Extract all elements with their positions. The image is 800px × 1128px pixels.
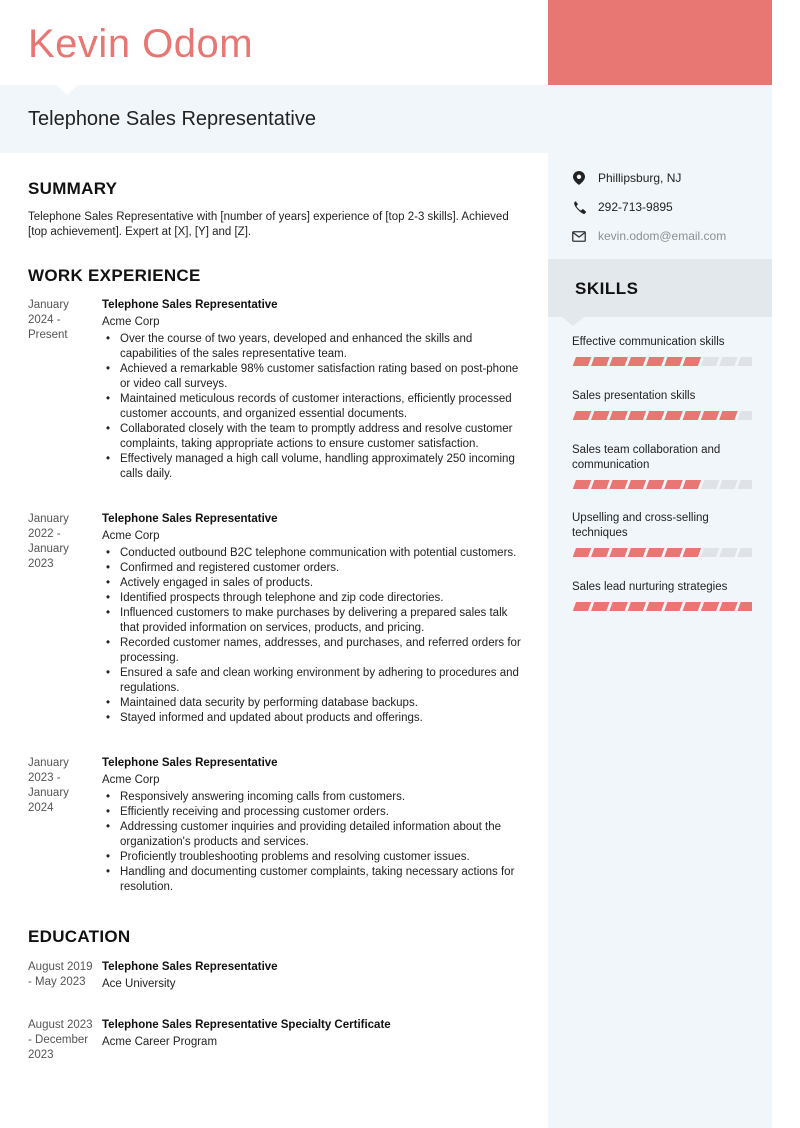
skill-bar-graphic — [572, 357, 752, 366]
bullet-item: • Proficiently troubleshooting problems and resolving customer issues. — [102, 850, 522, 865]
bullet-item: • Recorded customer names, addresses, and purchases, and referred orders for processing. — [102, 636, 522, 666]
skill-segment-filled — [627, 548, 646, 557]
skill-segment-filled — [627, 602, 646, 611]
skill-segment-empty — [700, 548, 719, 557]
skill-level-bar — [572, 546, 752, 557]
skill-segment-filled — [609, 357, 628, 366]
entry-dates: August 2023 - December 2023 — [28, 1019, 93, 1061]
summary-heading: SUMMARY — [28, 179, 118, 198]
bullet-item: • Addressing customer inquiries and providing detailed information about the organization's products and services. — [102, 820, 522, 850]
skill-segment-empty — [718, 357, 737, 366]
skill-item — [572, 389, 757, 420]
entry-dates: January 2022 - January 2023 — [28, 513, 69, 570]
title-notch — [56, 85, 78, 95]
bullet-item: • Confirmed and registered customer orders. — [102, 561, 522, 576]
skill-segment-filled — [645, 602, 664, 611]
skill-segment-filled — [609, 602, 628, 611]
entry-org: Acme Corp — [102, 774, 160, 786]
skill-segment-filled — [737, 602, 752, 611]
entry-body — [102, 960, 522, 992]
skill-segment-filled — [718, 411, 737, 420]
skill-label: Upselling and cross-selling techniques — [572, 512, 709, 539]
skill-segment-filled — [664, 548, 683, 557]
entry-school: Ace University — [102, 978, 176, 990]
skill-segment-filled — [682, 357, 701, 366]
skill-segment-filled — [645, 480, 664, 489]
skill-bar-graphic — [572, 602, 752, 611]
entry-body — [102, 512, 522, 726]
skill-segment-filled — [664, 480, 683, 489]
entry-dates: August 2019 - May 2023 — [28, 961, 93, 988]
skill-segment-filled — [572, 548, 591, 557]
bullet-item: • Responsively answering incoming calls from customers. — [102, 790, 522, 805]
bullet-item: • Stayed informed and updated about products and offerings. — [102, 711, 522, 726]
skill-segment-filled — [664, 411, 683, 420]
skill-segment-filled — [645, 548, 664, 557]
skill-segment-empty — [737, 357, 752, 366]
skill-item — [572, 443, 757, 489]
skill-segment-empty — [718, 548, 737, 557]
bullet-item: • Conducted outbound B2C telephone communication with potential customers. — [102, 546, 522, 561]
skill-segment-filled — [700, 602, 719, 611]
skill-label: Effective communication skills — [572, 336, 725, 348]
bullet-item: • Maintained data security by performing database backups. — [102, 696, 522, 711]
bullet-item: • Efficiently receiving and processing customer orders. — [102, 805, 522, 820]
envelope-icon — [572, 229, 586, 243]
skills-header-band — [548, 259, 772, 317]
candidate-name: Kevin Odom — [28, 22, 254, 66]
entry-role: Telephone Sales Representative — [102, 757, 278, 769]
skill-segment-filled — [590, 357, 609, 366]
skill-segment-filled — [682, 480, 701, 489]
entry-degree: Telephone Sales Representative — [102, 961, 278, 973]
skill-segment-empty — [737, 548, 752, 557]
bullet-item: • Over the course of two years, developed and enhanced the skills and capabilities of the sales representative team. — [102, 332, 522, 362]
skill-label: Sales presentation skills — [572, 390, 696, 402]
skill-label: Sales team collaboration and communication — [572, 444, 721, 471]
experience-heading: WORK EXPERIENCE — [28, 266, 201, 285]
entry-role: Telephone Sales Representative — [102, 513, 278, 525]
bullet-item: • Achieved a remarkable 98% customer satisfaction rating based on post-phone or video call surveys. — [102, 362, 522, 392]
skill-level-bar — [572, 355, 752, 366]
skill-label: Sales lead nurturing strategies — [572, 581, 728, 593]
skill-segment-filled — [572, 480, 591, 489]
skill-segment-filled — [572, 602, 591, 611]
skills-title: SKILLS — [575, 279, 639, 298]
skill-segment-empty — [737, 480, 752, 489]
entry-role: Telephone Sales Representative — [102, 299, 278, 311]
skill-segment-filled — [682, 602, 701, 611]
entry-dates: January 2024 - Present — [28, 299, 69, 341]
skill-segment-empty — [737, 411, 752, 420]
skill-segment-filled — [572, 357, 591, 366]
skill-item — [572, 580, 757, 611]
contact-email[interactable] — [572, 227, 726, 245]
phone-icon — [572, 200, 586, 214]
skill-level-bar — [572, 409, 752, 420]
bullet-item: • Handling and documenting customer complaints, taking necessary actions for resolution. — [102, 865, 522, 895]
skill-segment-filled — [627, 357, 646, 366]
entry-degree: Telephone Sales Representative Specialty Certificate — [102, 1019, 391, 1031]
education-heading: EDUCATION — [28, 927, 131, 946]
skill-bar-graphic — [572, 548, 752, 557]
bullet-item: • Collaborated closely with the team to promptly address and resolve customer complaints, taking appropriate actions to ensure customer satisfaction. — [102, 422, 522, 452]
sidebar — [548, 153, 772, 1128]
skill-level-bar — [572, 600, 752, 611]
skill-segment-filled — [609, 411, 628, 420]
contact-phone — [572, 198, 673, 216]
skill-segment-filled — [590, 602, 609, 611]
bullet-item: • Maintained meticulous records of customer interactions, efficiently processed customer accounts, and organized essential documents. — [102, 392, 522, 422]
skill-segment-filled — [682, 411, 701, 420]
bullet-item: • Ensured a safe and clean working environment by adhering to procedures and regulations. — [102, 666, 522, 696]
bullet-item: • Influenced customers to make purchases by delivering a prepared sales talk that provided information on services, products, and pricing. — [102, 606, 522, 636]
skill-segment-filled — [682, 548, 701, 557]
bullet-item: • Identified prospects through telephone and zip code directories. — [102, 591, 522, 606]
entry-body — [102, 298, 522, 482]
skill-segment-filled — [609, 480, 628, 489]
skill-segment-filled — [590, 411, 609, 420]
bullet-list — [102, 332, 522, 482]
skill-segment-filled — [627, 411, 646, 420]
skill-segment-filled — [664, 602, 683, 611]
skill-bar-graphic — [572, 411, 752, 420]
skills-notch — [562, 317, 584, 326]
bullet-list — [102, 546, 522, 726]
bullet-list — [102, 790, 522, 895]
skill-segment-filled — [645, 357, 664, 366]
header — [0, 0, 548, 85]
skill-segment-filled — [718, 602, 737, 611]
phone-text: 292-713-9895 — [598, 200, 673, 214]
skill-segment-empty — [700, 480, 719, 489]
skill-segment-filled — [609, 548, 628, 557]
contact-location — [572, 169, 681, 187]
entry-org: Acme Corp — [102, 316, 160, 328]
skill-segment-filled — [645, 411, 664, 420]
skill-segment-filled — [664, 357, 683, 366]
map-pin-icon — [572, 171, 586, 185]
email-text[interactable]: kevin.odom@email.com — [598, 229, 727, 243]
entry-school: Acme Career Program — [102, 1036, 218, 1048]
entry-body — [102, 756, 522, 895]
skill-segment-empty — [700, 357, 719, 366]
bullet-item: • Actively engaged in sales of products. — [102, 576, 522, 591]
summary-text: Telephone Sales Representative with [number of years] experience of [top 2-3 skills]. Achieved [top achievement]. Expert at [X], [Y] and [Z]. — [28, 211, 509, 238]
location-text: Phillipsburg, NJ — [598, 171, 682, 185]
skill-segment-filled — [590, 480, 609, 489]
skill-item — [572, 335, 757, 366]
bullet-item: • Effectively managed a high call volume, handling approximately 250 incoming calls daily. — [102, 452, 522, 482]
skill-bar-graphic — [572, 480, 752, 489]
skill-segment-filled — [590, 548, 609, 557]
entry-org: Acme Corp — [102, 530, 160, 542]
header-accent-block — [548, 0, 772, 85]
job-title: Telephone Sales Representative — [28, 108, 316, 130]
skill-item — [572, 511, 757, 557]
skill-segment-filled — [572, 411, 591, 420]
skill-level-bar — [572, 478, 752, 489]
entry-dates: January 2023 - January 2024 — [28, 757, 69, 814]
entry-body — [102, 1018, 522, 1050]
skill-segment-filled — [627, 480, 646, 489]
skill-segment-empty — [718, 480, 737, 489]
skill-segment-filled — [700, 411, 719, 420]
